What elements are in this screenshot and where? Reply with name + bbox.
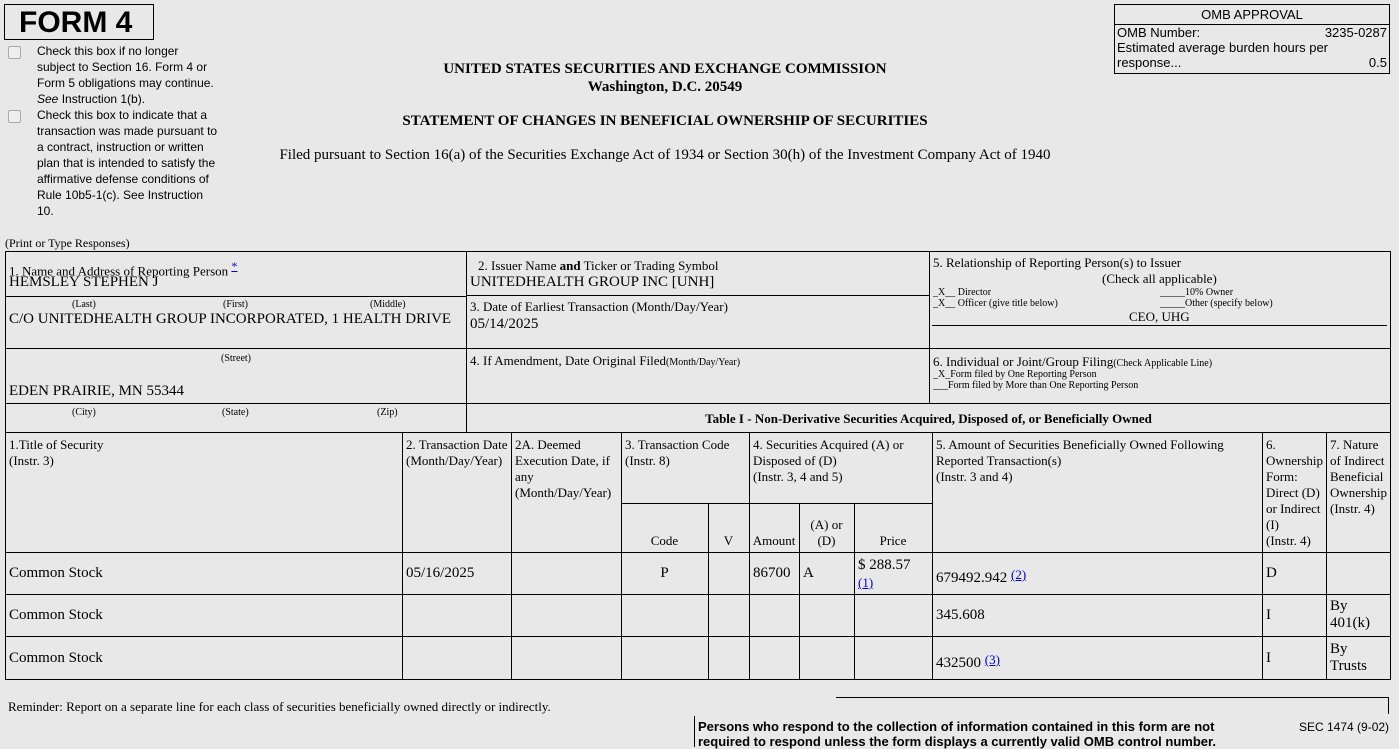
state-label: (State) (222, 407, 249, 418)
officer-line: _X__ Officer (give title below) (933, 298, 1058, 309)
row1-owned-footnote-link[interactable]: (2) (1011, 567, 1027, 582)
subcol-v-header: V (723, 533, 734, 548)
omb-number-label: OMB Number: (1117, 25, 1201, 40)
col-transaction-code-header: 3. Transaction Code (Instr. 8) (625, 437, 730, 468)
sec-form-number: SEC 1474 (9-02) (1299, 720, 1390, 734)
col-securities-acquired-header: 4. Securities Acquired (A) or Disposed of (D) (Instr. 3, 4 and 5) (753, 437, 904, 484)
omb-approval-box (1114, 4, 1390, 74)
row1-title: Common Stock (9, 565, 103, 581)
box4-label: 4. If Amendment, Date Original Filed(Month/Day/Year) (470, 353, 741, 368)
subcol-a-or-d-header: (A) or (D) (810, 517, 843, 548)
row2-ownership-form: I (1266, 607, 1271, 623)
agency-location: Washington, D.C. 20549 (587, 79, 743, 95)
checkbox-row-10b5-1 (8, 107, 218, 219)
reporting-person-city: EDEN PRAIRIE, MN 55344 (9, 383, 184, 399)
street-label: (Street) (221, 353, 251, 364)
reporting-person-footnote-link[interactable]: * (231, 259, 238, 273)
row3-owned: 432500 (3) (936, 652, 1000, 671)
section16-text: Check this box if no longer subject to Section 16. Form 4 or Form 5 obligations may continue. See Instruction 1(b). (37, 44, 214, 106)
row2-title: Common Stock (9, 607, 103, 623)
first-label: (First) (223, 299, 248, 310)
rule-10b5-1-text: Check this box to indicate that a transaction was made pursuant to a contract, instruction or written plan that is intended to satisfy the affirmative defense conditions of Rule 10b5-1(c). See Instruction 10. (37, 108, 218, 218)
middle-label: (Middle) (370, 299, 406, 310)
earliest-transaction-date: 05/14/2025 (470, 316, 539, 332)
reminder-text: Reminder: Report on a separate line for each class of securities beneficially owned directly or indirectly. (8, 699, 551, 714)
box5-label: 5. Relationship of Reporting Person(s) to Issuer (933, 255, 1182, 270)
subcol-price-header: Price (879, 533, 907, 548)
ten-percent-owner-line: _____10% Owner (1160, 287, 1234, 298)
last-label: (Last) (72, 299, 96, 310)
reporting-person-street: C/O UNITEDHEALTH GROUP INCORPORATED, 1 HEALTH DRIVE (9, 311, 452, 327)
print-type-note: (Print or Type Responses) (5, 236, 130, 250)
persons-notice: Persons who respond to the collection of information contained in this form are not required to respond unless the form displays a currently valid OMB control number. (698, 719, 1216, 749)
row1-price: $ 288.57 (858, 557, 911, 573)
col-deemed-date-header: 2A. Deemed Execution Date, if any (Month/Day/Year) (515, 437, 612, 500)
omb-burden-label: Estimated average burden hours per (1117, 40, 1329, 55)
form-title: FORM 4 (4, 4, 154, 40)
row1-price-footnote-link[interactable]: (1) (858, 575, 874, 590)
section16-checkbox[interactable] (8, 46, 21, 59)
row1-ownership-form: D (1266, 565, 1277, 581)
col-nature-header: 7. Nature of Indirect Beneficial Ownership (Instr. 4) (1330, 437, 1388, 516)
col-transaction-date-header: 2. Transaction Date (Month/Day/Year) (406, 437, 508, 468)
row2-nature: By 401(k) (1330, 598, 1370, 631)
city-label: (City) (72, 407, 96, 418)
row3-title: Common Stock (9, 650, 103, 666)
row3-ownership-form: I (1266, 650, 1271, 666)
checkbox-row-section16 (8, 43, 218, 107)
rule-10b5-1-checkbox[interactable] (8, 110, 21, 123)
director-line: _X__ Director (933, 287, 992, 298)
box2-label: 2. Issuer Name and Ticker or Trading Symbol (478, 258, 719, 273)
other-line: _____Other (specify below) (1160, 298, 1273, 309)
issuer-name: UNITEDHEALTH GROUP INC [UNH] (470, 274, 715, 290)
row1-code: P (660, 565, 669, 581)
row1-amount: 86700 (753, 565, 791, 581)
box1-label: 1. Name and Address of Reporting Person * (9, 259, 238, 279)
row1-owned: 679492.942 (2) (936, 567, 1027, 586)
col-amount-owned-header: 5. Amount of Securities Beneficially Owned Following Reported Transaction(s) (Instr. 3 and 4) (936, 437, 1224, 484)
row2-owned: 345.608 (936, 607, 985, 623)
subcol-amount-header: Amount (752, 533, 796, 548)
officer-title: CEO, UHG (1129, 309, 1190, 324)
reporting-person-name: HEMSLEY STEPHEN J (9, 274, 159, 290)
row3-nature: By Trusts (1330, 641, 1367, 674)
zip-label: (Zip) (377, 407, 398, 418)
filed-pursuant: Filed pursuant to Section 16(a) of the Securities Exchange Act of 1934 or Section 30(h) of the Investment Company Act of 1940 (279, 147, 1051, 163)
col-ownership-form-header: 6. Ownership Form: Direct (D) or Indirect (I) (Instr. 4) (1266, 437, 1324, 548)
agency-title: UNITED STATES SECURITIES AND EXCHANGE COMMISSION (443, 61, 887, 77)
table1-title: Table I - Non-Derivative Securities Acquired, Disposed of, or Beneficially Owned (705, 411, 1152, 426)
omb-burden-value: 0.5 (1368, 55, 1387, 70)
omb-title: OMB APPROVAL (1115, 5, 1389, 25)
box3-label: 3. Date of Earliest Transaction (Month/Day/Year) (470, 299, 728, 314)
filed-by-more-line: ___Form filed by More than One Reporting Person (933, 380, 1139, 391)
row1-a-or-d: A (803, 565, 814, 581)
row1-date: 05/16/2025 (406, 565, 475, 581)
check-all-applicable: (Check all applicable) (1102, 271, 1217, 286)
statement-title: STATEMENT OF CHANGES IN BENEFICIAL OWNERSHIP OF SECURITIES (402, 113, 928, 129)
col-title-of-security-header: 1.Title of Security (Instr. 3) (9, 437, 104, 468)
omb-burden-label2: response... (1117, 55, 1182, 70)
filed-by-one-line: _X_Form filed by One Reporting Person (933, 369, 1097, 380)
box6-label: 6. Individual or Joint/Group Filing(Check Applicable Line) (933, 354, 1213, 369)
omb-number-value: 3235-0287 (1324, 25, 1387, 40)
subcol-code-header: Code (650, 533, 679, 548)
row3-owned-footnote-link[interactable]: (3) (984, 652, 1000, 667)
